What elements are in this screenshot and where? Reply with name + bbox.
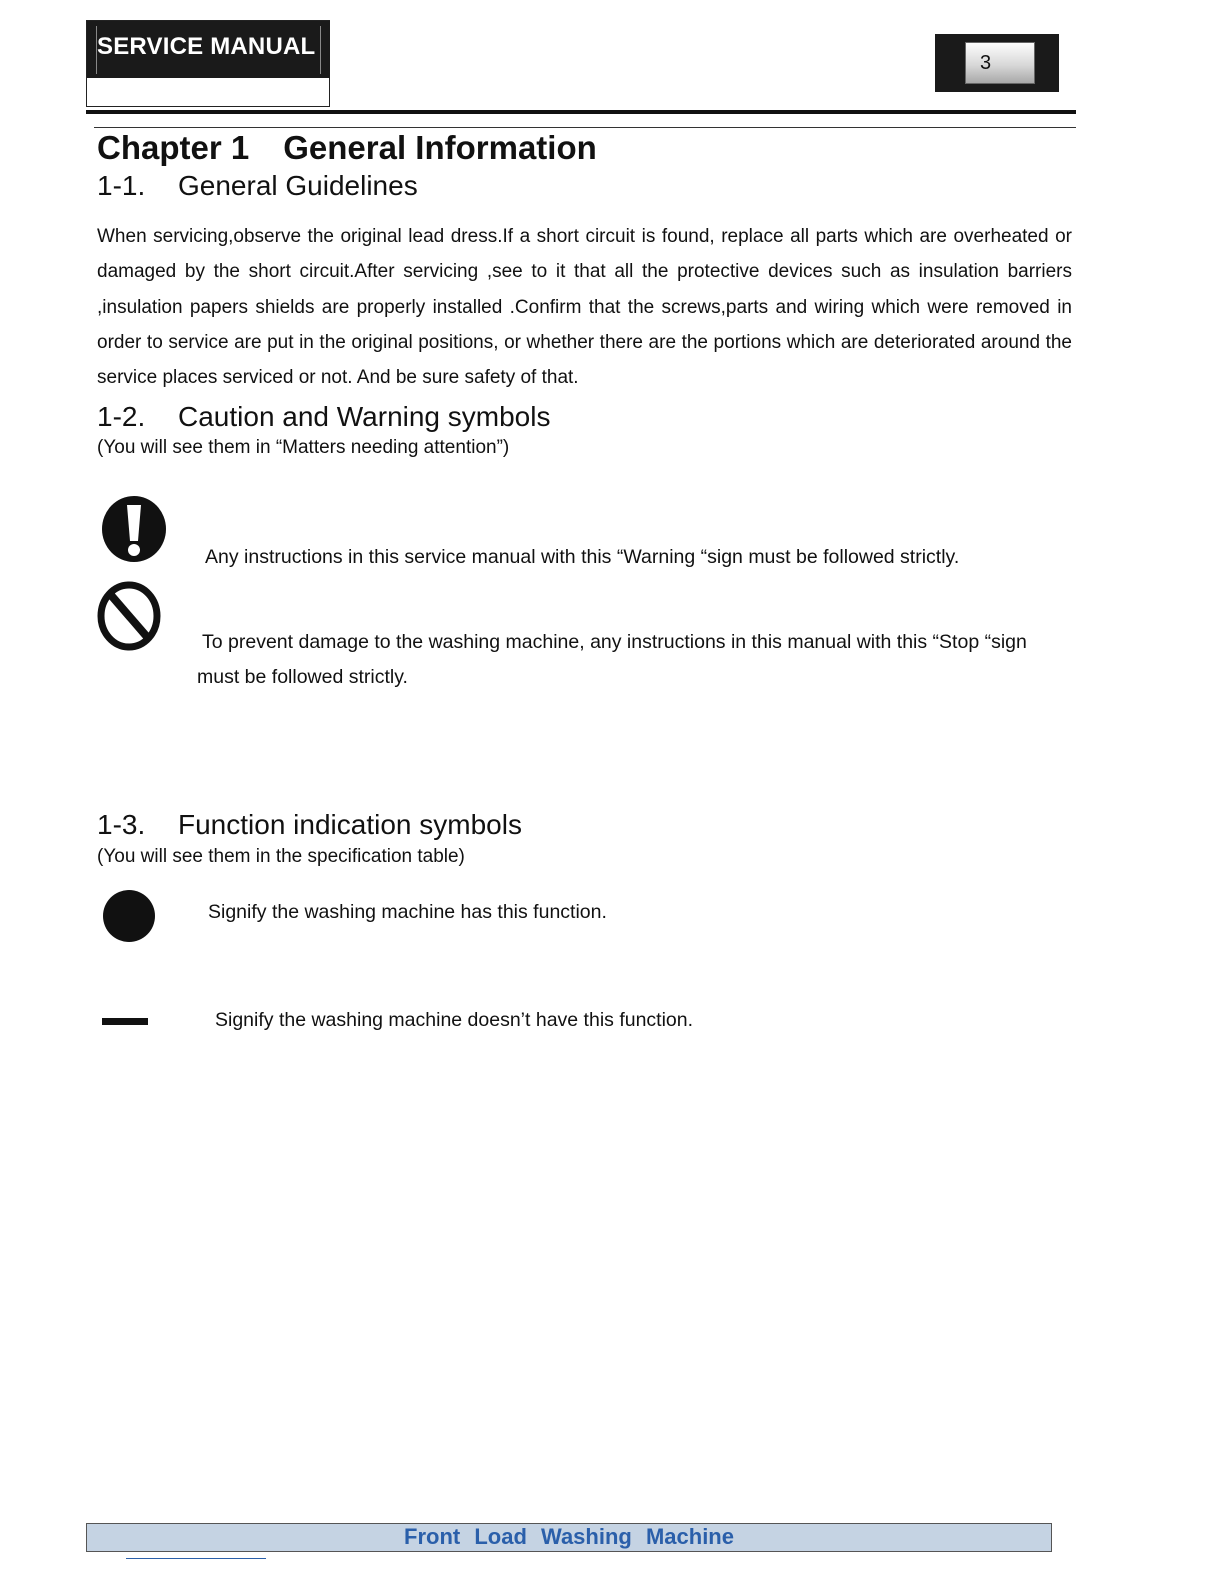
section-title: General Guidelines — [178, 170, 418, 201]
chapter-heading — [97, 129, 597, 167]
footer-underline — [126, 1558, 266, 1559]
general-guidelines-paragraph: When servicing,observe the original lead dress.If a short circuit is found, replace all parts which are overheated or damaged by the short circuit.After servicing ,see to it that all the protective devices such as insulation barriers ,insulation papers shields are properly installed .Confirm that the screws,parts and wiring which were removed in order to service are put in the original positions, or whether there are the portions which are deteriorated around the service places serviced or not. And be sure safety of that. — [97, 226, 1072, 389]
prohibition-icon — [96, 580, 162, 652]
section-number: 1-1. — [97, 170, 146, 201]
stop-note-line-1: To prevent damage to the washing machine, any instructions in this manual with this “Stop “sign — [202, 631, 1027, 653]
section-1-1-heading — [97, 170, 418, 202]
manual-title: SERVICE MANUAL — [97, 33, 316, 60]
section-1-3-heading — [97, 809, 522, 841]
header-rule-thick — [86, 110, 1076, 114]
section-title: Caution and Warning symbols — [178, 401, 551, 432]
section-1-3-subtitle: (You will see them in the specification table) — [97, 846, 465, 867]
header-divider-right — [320, 26, 321, 74]
no-function-note: Signify the washing machine doesn’t have this function. — [215, 1009, 694, 1031]
filled-circle-icon — [102, 889, 156, 943]
chapter-title: General Information — [283, 129, 597, 166]
section-number: 1-2. — [97, 401, 146, 432]
section-number: 1-3. — [97, 809, 146, 840]
page-number: 3 — [965, 42, 1035, 84]
has-function-note: Signify the washing machine has this function. — [208, 901, 607, 923]
warning-note: Any instructions in this service manual with this “Warning “sign must be followed strictly. — [205, 546, 960, 568]
exclamation-circle-icon — [101, 495, 167, 563]
footer-product-name: Front Load Washing Machine — [404, 1524, 734, 1549]
stop-note-line-2: must be followed strictly. — [197, 666, 408, 688]
chapter-label: Chapter 1 — [97, 129, 250, 166]
section-1-2-subtitle: (You will see them in “Matters needing attention”) — [97, 437, 510, 458]
section-title: Function indication symbols — [178, 809, 522, 840]
section-1-2-heading — [97, 401, 550, 433]
dash-icon — [102, 1018, 148, 1026]
header-rule-thin — [94, 127, 1076, 128]
